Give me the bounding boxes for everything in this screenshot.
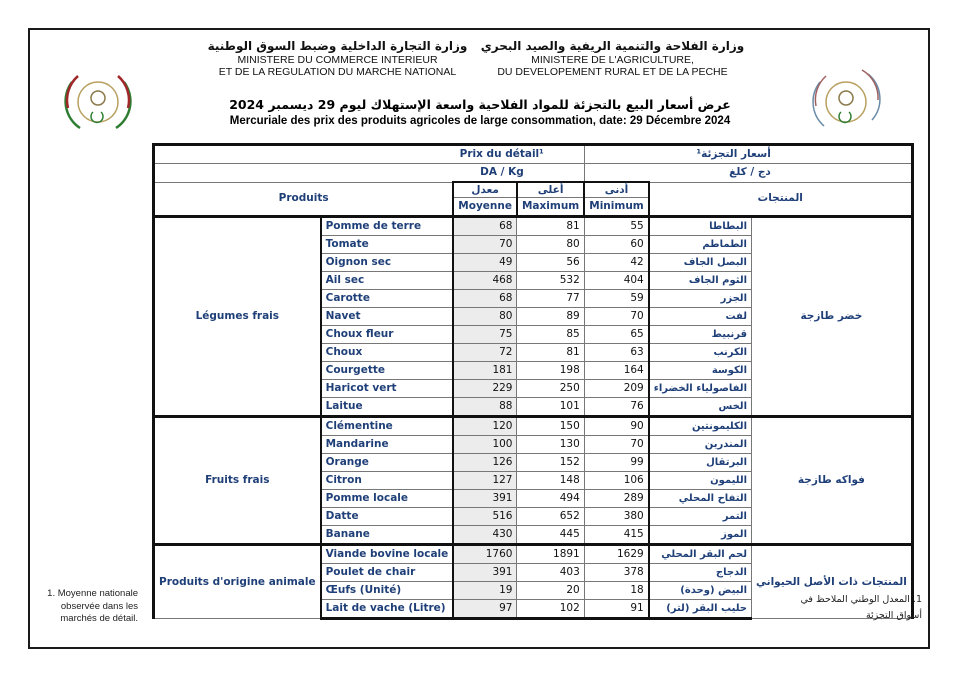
price-maximum: 89 [517, 308, 584, 326]
price-average: 229 [453, 380, 517, 398]
column-header-max-fr: Maximum [517, 198, 584, 217]
price-maximum: 102 [517, 600, 584, 619]
product-name-fr: Poulet de chair [321, 564, 454, 582]
product-name-fr: Datte [321, 508, 454, 526]
price-average: 181 [453, 362, 517, 380]
price-label-arabic: أسعار التجزئة¹ [584, 145, 912, 164]
agriculture-ministry-line2: DU DEVELOPEMENT RURAL ET DE LA PECHE [497, 66, 728, 78]
price-average: 68 [453, 217, 517, 236]
price-maximum: 652 [517, 508, 584, 526]
price-average: 468 [453, 272, 517, 290]
price-minimum: 90 [584, 417, 648, 436]
product-name-ar: الكليمونتين [649, 417, 752, 436]
product-name-fr: Banane [321, 526, 454, 545]
price-minimum: 70 [584, 436, 648, 454]
product-name-fr: Lait de vache (Litre) [321, 600, 454, 619]
product-name-fr: Choux fleur [321, 326, 454, 344]
price-maximum: 56 [517, 254, 584, 272]
price-minimum: 415 [584, 526, 648, 545]
product-name-ar: الفاصولياء الخضراء [649, 380, 752, 398]
price-minimum: 76 [584, 398, 648, 417]
product-name-ar: البصل الجاف [649, 254, 752, 272]
product-name-fr: Oignon sec [321, 254, 454, 272]
price-average: 391 [453, 490, 517, 508]
price-minimum: 60 [584, 236, 648, 254]
price-maximum: 80 [517, 236, 584, 254]
price-average: 80 [453, 308, 517, 326]
price-maximum: 81 [517, 344, 584, 362]
price-average: 88 [453, 398, 517, 417]
product-name-fr: Choux [321, 344, 454, 362]
price-minimum: 164 [584, 362, 648, 380]
price-average: 49 [453, 254, 517, 272]
category-label-ar: المنتجات ذات الأصل الحيواني [752, 545, 913, 619]
product-name-fr: Mandarine [321, 436, 454, 454]
price-average: 120 [453, 417, 517, 436]
price-maximum: 250 [517, 380, 584, 398]
commerce-ministry-line2: ET DE LA REGULATION DU MARCHE NATIONAL [218, 66, 457, 78]
price-maximum: 445 [517, 526, 584, 545]
price-maximum: 1891 [517, 545, 584, 564]
product-name-ar: الليمون [649, 472, 752, 490]
price-minimum: 106 [584, 472, 648, 490]
category-label-ar: خضر طازجة [752, 217, 913, 417]
agriculture-ministry-arabic: وزارة الفلاحة والتنمية الريفية والصيد البحري [480, 39, 745, 53]
product-name-ar: البطاطا [649, 217, 752, 236]
product-name-fr: Pomme locale [321, 490, 454, 508]
price-minimum: 380 [584, 508, 648, 526]
column-header-min-ar: أدنى [584, 182, 648, 198]
price-minimum: 91 [584, 600, 648, 619]
product-name-fr: Œufs (Unité) [321, 582, 454, 600]
product-name-ar: الطماطم [649, 236, 752, 254]
commerce-ministry-line1: MINISTERE DU COMMERCE INTERIEUR [237, 54, 438, 66]
table-row [154, 417, 913, 436]
product-name-fr: Courgette [321, 362, 454, 380]
price-maximum: 150 [517, 417, 584, 436]
column-header-average-ar: معدل [453, 182, 517, 198]
price-maximum: 494 [517, 490, 584, 508]
product-name-fr: Tomate [321, 236, 454, 254]
price-average: 100 [453, 436, 517, 454]
price-minimum: 1629 [584, 545, 648, 564]
column-header-average-fr: Moyenne [453, 198, 517, 217]
product-name-fr: Viande bovine locale [321, 545, 454, 564]
agriculture-ministry-emblem-icon [806, 60, 886, 140]
product-name-ar: التفاح المحلي [649, 490, 752, 508]
product-name-ar: حليب البقر (لتر) [649, 600, 752, 619]
product-name-ar: المندرين [649, 436, 752, 454]
product-name-ar: قرنبيط [649, 326, 752, 344]
price-maximum: 532 [517, 272, 584, 290]
product-name-ar: الخس [649, 398, 752, 417]
footnote-french: 1. Moyenne nationale observée dans les marchés de détail. [47, 588, 138, 624]
product-name-fr: Orange [321, 454, 454, 472]
product-name-ar: التمر [649, 508, 752, 526]
price-average: 391 [453, 564, 517, 582]
category-label-ar: فواكه طازجة [752, 417, 913, 545]
product-name-fr: Haricot vert [321, 380, 454, 398]
agriculture-ministry-line1: MINISTERE DE L'AGRICULTURE, [531, 54, 694, 66]
price-maximum: 77 [517, 290, 584, 308]
product-name-ar: البرتقال [649, 454, 752, 472]
product-name-ar: الجزر [649, 290, 752, 308]
category-label-fr: Fruits frais [154, 417, 321, 545]
product-name-ar: لفت [649, 308, 752, 326]
price-minimum: 55 [584, 217, 648, 236]
price-maximum: 198 [517, 362, 584, 380]
price-average: 126 [453, 454, 517, 472]
price-minimum: 404 [584, 272, 648, 290]
column-header-max-ar: أعلى [517, 182, 584, 198]
category-label-fr: Produits d'origine animale [154, 545, 321, 619]
price-maximum: 85 [517, 326, 584, 344]
price-maximum: 81 [517, 217, 584, 236]
price-average: 19 [453, 582, 517, 600]
price-average: 68 [453, 290, 517, 308]
price-minimum: 378 [584, 564, 648, 582]
product-name-fr: Citron [321, 472, 454, 490]
commerce-ministry-emblem-icon [58, 58, 138, 138]
price-maximum: 130 [517, 436, 584, 454]
price-average: 75 [453, 326, 517, 344]
unit-label-arabic: دج / كلغ [584, 164, 912, 183]
price-average: 72 [453, 344, 517, 362]
document-title-french: Mercuriale des prix des produits agricoles de large consommation, date: 29 Décembre 2024 [229, 115, 731, 127]
price-minimum: 65 [584, 326, 648, 344]
price-minimum: 18 [584, 582, 648, 600]
product-name-ar: الموز [649, 526, 752, 545]
product-name-fr: Carotte [321, 290, 454, 308]
price-minimum: 209 [584, 380, 648, 398]
category-label-fr: Légumes frais [154, 217, 321, 417]
price-minimum: 70 [584, 308, 648, 326]
product-name-fr: Pomme de terre [321, 217, 454, 236]
column-header-products-ar: المنتجات [649, 182, 913, 217]
footnote-arabic: 1. المعدل الوطني الملاحظ في أسواق التجزئة [800, 594, 922, 621]
price-maximum: 20 [517, 582, 584, 600]
product-name-ar: الثوم الجاف [649, 272, 752, 290]
table-row [154, 217, 913, 236]
price-minimum: 63 [584, 344, 648, 362]
price-minimum: 59 [584, 290, 648, 308]
product-name-ar: الكرنب [649, 344, 752, 362]
product-name-ar: لحم البقر المحلي [649, 545, 752, 564]
unit-label-french: DA / Kg [154, 164, 585, 183]
agriculture-ministry-header [470, 38, 755, 78]
commerce-ministry-arabic: وزارة التجارة الداخلية وضبط السوق الوطنية [207, 39, 468, 53]
price-minimum: 42 [584, 254, 648, 272]
price-average: 70 [453, 236, 517, 254]
table-row [154, 545, 913, 564]
price-maximum: 403 [517, 564, 584, 582]
column-header-products-fr: Produits [154, 182, 454, 217]
product-name-ar: البيض (وحدة) [649, 582, 752, 600]
product-name-fr: Clémentine [321, 417, 454, 436]
price-minimum: 289 [584, 490, 648, 508]
column-header-min-fr: Minimum [584, 198, 648, 217]
product-name-ar: الكوسة [649, 362, 752, 380]
price-table [152, 143, 914, 620]
price-average: 97 [453, 600, 517, 619]
product-name-ar: الدجاج [649, 564, 752, 582]
price-maximum: 152 [517, 454, 584, 472]
price-average: 430 [453, 526, 517, 545]
price-maximum: 148 [517, 472, 584, 490]
product-name-fr: Ail sec [321, 272, 454, 290]
price-label-french: Prix du détail¹ [154, 145, 585, 164]
price-maximum: 101 [517, 398, 584, 417]
product-name-fr: Navet [321, 308, 454, 326]
product-name-fr: Laitue [321, 398, 454, 417]
price-average: 516 [453, 508, 517, 526]
price-average: 127 [453, 472, 517, 490]
document-title-arabic: عرض أسعار البيع بالتجزئة للمواد الفلاحية واسعة الإستهلاك ليوم 29 ديسمبر 2024 [229, 97, 731, 112]
price-average: 1760 [453, 545, 517, 564]
commerce-ministry-header [205, 38, 470, 78]
price-minimum: 99 [584, 454, 648, 472]
